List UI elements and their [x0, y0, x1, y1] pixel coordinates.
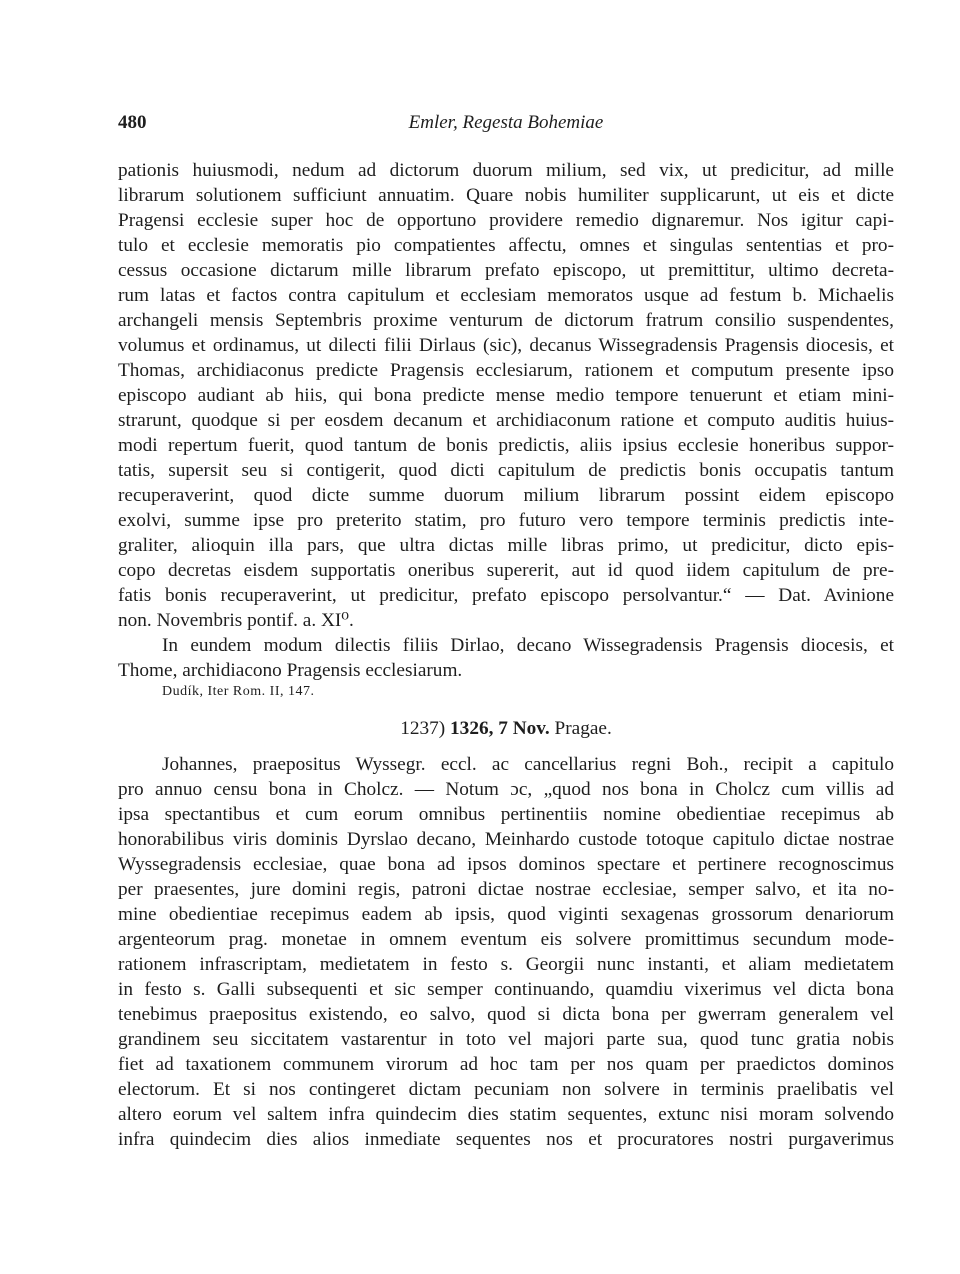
running-head: Emler, Regesta Bohemiae [408, 112, 604, 133]
text-line: infra quindecim dies alios inmediate sequentes nos et procuratores nostri purgaverimus [118, 1129, 894, 1150]
page-header [118, 112, 894, 142]
text-line: honorabilibus viris dominis Dyrslao decano, Meinhardo custode totoque capitulo dictae nostrae [118, 829, 894, 850]
text-line: mine obedientiae recepimus eadem ab ipsis, quod viginti sexagenas grossorum denariorum [118, 904, 894, 925]
text-line: librarum solutionem sufficiunt annuatim. Quare nobis humiliter supplicarunt, ut eis et dicte [118, 185, 894, 206]
text-line: non. Novembris pontif. a. XI⁰. [118, 610, 354, 631]
text-line: graliter, alioquin illa pars, que ultra dictas mille libras primo, ut predicitur, dicto epis- [118, 535, 894, 556]
text-line: exolvi, summe ipse pro preterito statim, pro futuro vero tempore terminis predictis inte- [118, 510, 894, 531]
text-line: rationem infrascriptam, medietatem in festo s. Georgii nunc instanti, et aliam medietatem [118, 954, 894, 975]
text-line: fiet ad taxationem communem virorum ad hoc tam per nos quam per praedictos dominos [118, 1054, 894, 1075]
text-line: argenteorum prag. monetae in omnem eventum eis solvere promittimus secundum mode- [118, 929, 894, 950]
text-line: volumus et ordinamus, ut dilecti filii Dirlaus (sic), decanus Wissegradensis Pragensis diocesis, et [118, 335, 894, 356]
text-line: rum latas et factos contra capitulum et ecclesiam memoratos usque ad festum b. Michaelis [118, 285, 894, 306]
text-line: electorum. Et si nos contingeret dictam pecuniam non solvere in terminis praelibatis vel [118, 1079, 894, 1100]
text-line: per praesentes, jure domini regis, patroni dictae nostrae ecclesiae, semper salvo, et ita no- [118, 879, 894, 900]
text-line: pationis huiusmodi, nedum ad dictorum duorum milium, sed vix, ut predicitur, ad mille [118, 160, 894, 181]
text-line: Johannes, praepositus Wyssegr. eccl. ac cancellarius regni Boh., recipit a capitulo [162, 754, 894, 775]
text-line: copo decretas eisdem supportatis oneribus supererit, aut id quod iidem capitulum de pre- [118, 560, 894, 581]
text-line: In eundem modum dilectis filiis Dirlao, decano Wissegradensis Pragensis diocesis, et [162, 635, 894, 656]
text-line: archangeli mensis Septembris proxime venturum de dictorum fratrum consilio suspendentes, [118, 310, 894, 331]
text-line: tenebimus praepositus existendo, eo salvo, quod si dicta bona per gwerram generalem vel [118, 1004, 894, 1025]
text-line: tulo et ecclesie memoratis pio compatientes affectu, omnes et singulas sententias et pro- [118, 235, 894, 256]
text-line: cessus occasione dictarum mille librarum prefato episcopo, ut premittitur, ultimo decreta- [118, 260, 894, 281]
text-line: Wyssegradensis ecclesiae, quae bona ad ipsos dominos spectare et pertinere recognoscimus [118, 854, 894, 875]
page-number: 480 [118, 112, 147, 133]
text-line: pro annuo censu bona in Cholcz. — Notum ɔc, „quod nos bona in Cholcz cum villis ad [118, 779, 894, 800]
text-line: strarunt, quodque si per eosdem decanum et archidiaconum ratione et computo auditis huius- [118, 410, 894, 431]
entry-heading [118, 716, 894, 741]
text-line: modi repertum fuerit, quod tantum de bonis predictis, aliis ipsius ecclesie honeribus suppor- [118, 435, 894, 456]
text-line: ipsa spectantibus et cum eorum omnibus pertinentiis nomine obedientiae recepimus ab [118, 804, 894, 825]
text-line: in festo s. Galli subsequenti et sic semper continuando, quamdiu vixerimus vel dicta bona [118, 979, 894, 1000]
text-line: episcopo audiant ab hiis, qui bona predicte mense medio tempore tenuerunt et etiam mini- [118, 385, 894, 406]
text-line: grandinem seu siccitatem vastarentur in toto vel majori parte sua, quod tunc gratia nobis [118, 1029, 894, 1050]
entry-place: Pragae. [554, 718, 612, 739]
text-line: recuperaverint, quod dicte summe duorum milium librarum possint eidem episcopo [118, 485, 894, 506]
text-line: tatis, supersit seu si contigerit, quod dicti capitulum de predictis bonis occupatis tantum [118, 460, 894, 481]
entry-date: 1326, 7 Nov. [450, 718, 550, 739]
entry-number: 1237) [400, 718, 446, 739]
text-line: fatis bonis recuperaverint, ut predicitur, prefato episcopo persolvantur.“ — Dat. Avinione [118, 585, 894, 606]
source-citation: Dudík, Iter Rom. II, 147. [162, 684, 315, 699]
text-line: Thomas, archidiaconus predicte Pragensis ecclesiarum, rationem et computum presente ipso [118, 360, 894, 381]
text-line: altero eorum vel saltem infra quindecim dies statim sequentes, extunc nisi moram solvendo [118, 1104, 894, 1125]
text-line: Pragensi ecclesie super hoc de opportuno providere remedio dignaremur. Nos igitur capi- [118, 210, 894, 231]
text-line: Thome, archidiacono Pragensis ecclesiarum. [118, 660, 463, 681]
